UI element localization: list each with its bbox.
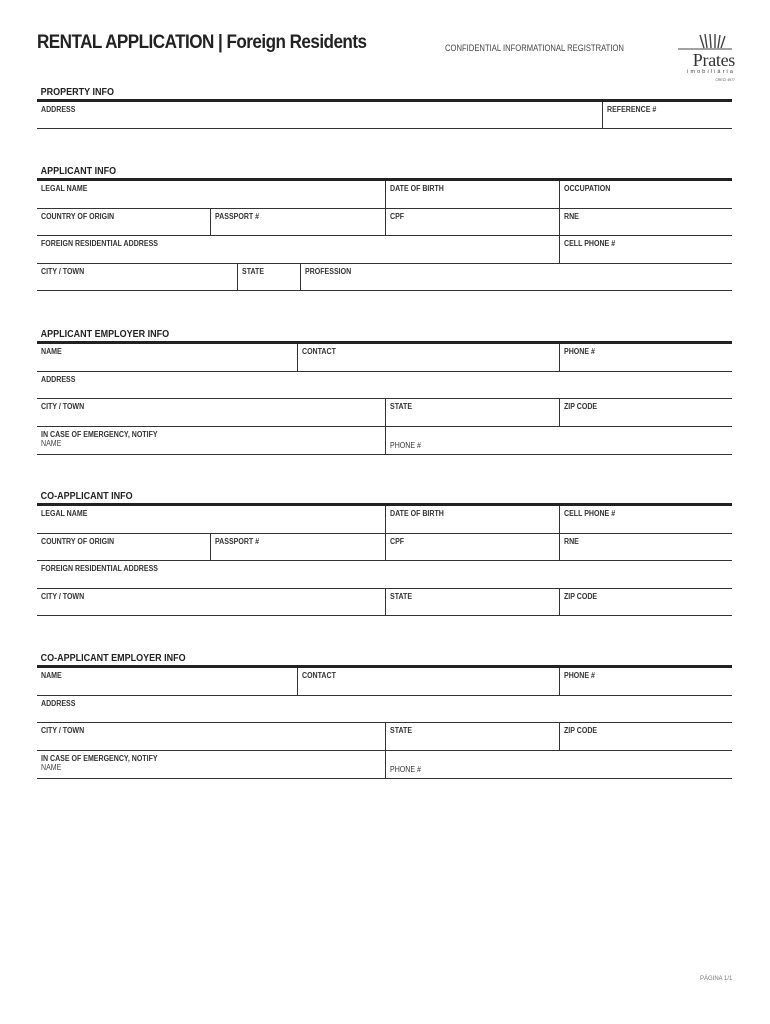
coapplicant-rne-field[interactable]: RNE <box>559 534 732 561</box>
prates-logo <box>672 32 734 86</box>
reference-field[interactable]: REFERENCE # <box>602 102 732 128</box>
form-row <box>37 399 732 427</box>
coapplicant-dob-field[interactable]: DATE OF BIRTH <box>385 506 559 533</box>
form-row <box>37 696 732 724</box>
form-row <box>37 506 732 534</box>
coemployer-address-field[interactable]: ADDRESS <box>41 698 76 708</box>
section-title: PROPERTY INFO <box>40 87 114 98</box>
applicant-cpf-field[interactable]: CPF <box>385 209 559 236</box>
form-row <box>37 751 732 779</box>
form-row <box>37 427 732 455</box>
applicant-legal-name-field[interactable]: LEGAL NAME <box>41 184 88 193</box>
applicant-foreign-address-field[interactable]: FOREIGN RESIDENTIAL ADDRESS <box>41 239 158 248</box>
applicant-profession-field[interactable]: PROFESSION <box>300 264 732 291</box>
form-row <box>37 344 732 372</box>
employer-city-field[interactable]: CITY / TOWN <box>41 402 85 411</box>
coemployer-name-field[interactable]: NAME <box>41 671 62 680</box>
employer-contact-field[interactable]: CONTACT <box>297 344 559 371</box>
applicant-passport-field[interactable]: PASSPORT # <box>210 209 385 236</box>
coapplicant-foreign-address-field[interactable]: FOREIGN RESIDENTIAL ADDRESS <box>41 564 158 573</box>
employer-emergency-name-field[interactable]: IN CASE OF EMERGENCY, NOTIFY NAME <box>41 429 158 448</box>
property-info-section <box>37 87 732 129</box>
property-address-field[interactable]: ADDRESS <box>41 105 76 114</box>
logo-subtext: imobiliária <box>687 69 735 75</box>
employer-emergency-phone-field[interactable]: PHONE # <box>385 427 732 454</box>
applicant-state-field[interactable]: STATE <box>237 264 300 291</box>
section-title: APPLICANT INFO <box>40 166 117 177</box>
applicant-country-field[interactable]: COUNTRY OF ORIGIN <box>41 211 115 221</box>
coapplicant-country-field[interactable]: COUNTRY OF ORIGIN <box>41 536 115 546</box>
coemployer-phone-field[interactable]: PHONE # <box>559 668 732 695</box>
section-title: CO-APPLICANT EMPLOYER INFO <box>40 653 186 664</box>
employer-state-field[interactable]: STATE <box>385 399 559 426</box>
coemployer-zip-field[interactable]: ZIP CODE <box>559 723 732 750</box>
coemployer-emergency-name-field[interactable]: IN CASE OF EMERGENCY, NOTIFY NAME <box>41 753 158 772</box>
coapplicant-employer-section <box>37 653 732 779</box>
employer-name-field[interactable]: NAME <box>41 347 62 356</box>
coapplicant-legal-name-field[interactable]: LEGAL NAME <box>41 509 88 518</box>
coapplicant-passport-field[interactable]: PASSPORT # <box>210 534 385 561</box>
section-title: APPLICANT EMPLOYER INFO <box>40 329 170 340</box>
applicant-dob-field[interactable]: DATE OF BIRTH <box>385 181 559 208</box>
form-row <box>37 534 732 562</box>
employer-zip-field[interactable]: ZIP CODE <box>559 399 732 426</box>
coapplicant-cell-phone-field[interactable]: CELL PHONE # <box>559 506 732 533</box>
coapplicant-zip-field[interactable]: ZIP CODE <box>559 589 732 616</box>
applicant-rne-field[interactable]: RNE <box>559 209 732 236</box>
form-title: RENTAL APPLICATION | Foreign Residents <box>37 32 367 53</box>
coapplicant-info-section <box>37 491 732 616</box>
logo-tiny-text: CRECI 4977 <box>715 78 735 82</box>
employer-phone-field[interactable]: PHONE # <box>559 344 732 371</box>
form-row <box>37 723 732 751</box>
coapplicant-cpf-field[interactable]: CPF <box>385 534 559 561</box>
page-number: PÁGINA 1/1 <box>700 976 733 982</box>
form-row <box>37 236 732 264</box>
employer-address-field[interactable]: ADDRESS <box>41 374 76 384</box>
coemployer-state-field[interactable]: STATE <box>385 723 559 750</box>
coemployer-emergency-phone-field[interactable]: PHONE # <box>385 751 732 778</box>
applicant-employer-section <box>37 329 732 455</box>
applicant-occupation-field[interactable]: OCCUPATION <box>559 181 732 208</box>
form-row <box>37 561 732 589</box>
form-row <box>37 372 732 400</box>
form-row <box>37 668 732 696</box>
applicant-cell-phone-field[interactable]: CELL PHONE # <box>559 236 732 263</box>
applicant-info-section <box>37 166 732 291</box>
logo-brand: Prates <box>692 50 735 70</box>
applicant-city-field[interactable]: CITY / TOWN <box>41 266 85 276</box>
form-row <box>37 589 732 617</box>
coapplicant-city-field[interactable]: CITY / TOWN <box>41 591 85 601</box>
form-row <box>37 102 732 129</box>
coemployer-contact-field[interactable]: CONTACT <box>297 668 559 695</box>
coemployer-city-field[interactable]: CITY / TOWN <box>41 726 85 735</box>
coapplicant-state-field[interactable]: STATE <box>385 589 559 616</box>
form-row <box>37 181 732 209</box>
form-subtitle: CONFIDENTIAL INFORMATIONAL REGISTRATION <box>445 43 624 53</box>
form-row <box>37 264 732 292</box>
section-title: CO-APPLICANT INFO <box>40 491 133 502</box>
form-row <box>37 209 732 237</box>
